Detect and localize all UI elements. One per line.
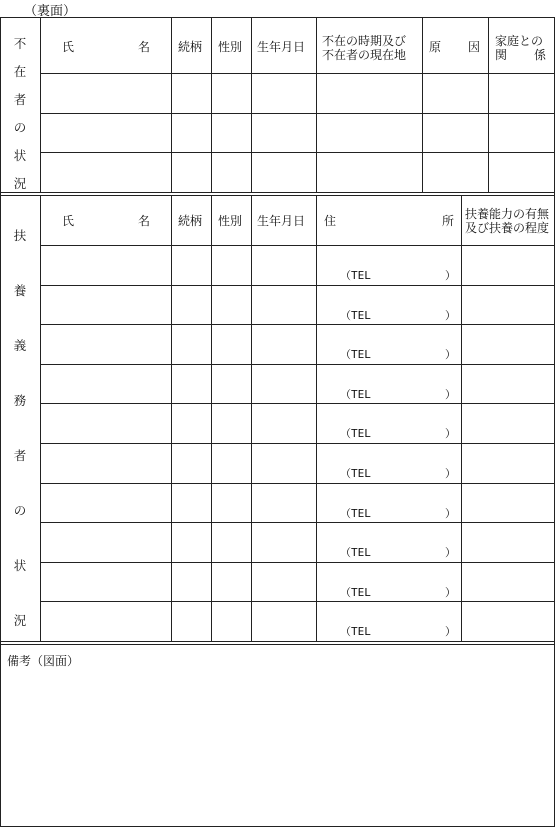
tel-close-paren: ） — [445, 586, 456, 599]
support-side-char: の — [13, 503, 27, 518]
absent-side-label — [8, 34, 32, 192]
tel-label: （TEL — [340, 269, 371, 282]
section-separator — [0, 641, 555, 642]
support-col-line — [211, 195, 212, 641]
absent-side-char: 況 — [13, 176, 27, 191]
tel-label: （TEL — [340, 467, 371, 480]
support-header-name-right: 名 — [138, 214, 151, 228]
support-header-relation: 続柄 — [178, 214, 203, 228]
frame-top — [0, 17, 555, 18]
support-side-char: 養 — [13, 283, 27, 298]
absent-header-name-right: 名 — [138, 40, 151, 54]
absent-row-line — [40, 73, 555, 74]
absent-side-char: 在 — [13, 64, 27, 79]
absent-col-line — [316, 17, 317, 192]
tel-label: （TEL — [340, 427, 371, 440]
support-side-char: 況 — [13, 613, 27, 628]
support-header-birthdate: 生年月日 — [257, 214, 306, 228]
tel-close-paren: ） — [445, 269, 456, 282]
support-col-line — [251, 195, 252, 641]
absent-side-char: 状 — [13, 148, 27, 163]
tel-close-paren: ） — [445, 546, 456, 559]
support-row-line — [40, 483, 555, 484]
support-side-char: 状 — [13, 558, 27, 573]
absent-col-line — [40, 17, 41, 192]
support-row-line — [40, 443, 555, 444]
section-separator — [0, 195, 555, 196]
absent-header-birthdate: 生年月日 — [257, 40, 306, 54]
absent-header-family-right: 係 — [534, 48, 547, 62]
tel-close-paren: ） — [445, 625, 456, 638]
section-separator — [0, 644, 555, 645]
tel-label: （TEL — [340, 586, 371, 599]
tel-label: （TEL — [340, 546, 371, 559]
support-header-ability-line2: 及び扶養の程度 — [465, 221, 550, 235]
absent-header-family-line1: 家庭との — [495, 34, 544, 48]
absent-row-line — [40, 152, 555, 153]
support-side-char: 務 — [13, 393, 27, 408]
absent-header-period-line2: 不在者の現在地 — [322, 48, 407, 62]
support-col-line — [461, 195, 462, 641]
support-row-line — [40, 601, 555, 602]
absent-side-char: の — [13, 120, 27, 135]
remarks-label: 備考（図面） — [7, 654, 80, 668]
support-row-line — [40, 245, 555, 246]
tel-close-paren: ） — [445, 309, 456, 322]
absent-header-cause-left: 原 — [429, 40, 442, 54]
tel-close-paren: ） — [445, 507, 456, 520]
tel-label: （TEL — [340, 507, 371, 520]
support-side-char: 者 — [13, 448, 27, 463]
support-header-address-right: 所 — [442, 214, 455, 228]
support-col-line — [171, 195, 172, 641]
absent-side-char: 不 — [13, 36, 27, 51]
support-row-line — [40, 522, 555, 523]
absent-header-period-line1: 不在の時期及び — [322, 34, 407, 48]
support-row-line — [40, 403, 555, 404]
absent-row-line — [40, 113, 555, 114]
absent-col-line — [211, 17, 212, 192]
frame-left — [0, 17, 1, 826]
tel-close-paren: ） — [445, 348, 456, 361]
tel-close-paren: ） — [445, 388, 456, 401]
support-header-sex: 性別 — [218, 214, 243, 228]
absent-header-cause-right: 因 — [468, 40, 481, 54]
tel-label: （TEL — [340, 309, 371, 322]
section-separator — [0, 192, 555, 193]
absent-header-name-left: 氏 — [62, 40, 75, 54]
tel-close-paren: ） — [445, 427, 456, 440]
absent-col-line — [171, 17, 172, 192]
tel-close-paren: ） — [445, 467, 456, 480]
support-side-char: 義 — [13, 338, 27, 353]
absent-col-line — [251, 17, 252, 192]
support-header-name-left: 氏 — [62, 214, 75, 228]
absent-header-family-left: 関 — [495, 48, 508, 62]
support-header-ability-line1: 扶養能力の有無 — [465, 207, 550, 221]
page-title: （裏面） — [24, 4, 77, 19]
support-row-line — [40, 285, 555, 286]
tel-label: （TEL — [340, 388, 371, 401]
absent-header-sex: 性別 — [218, 40, 243, 54]
support-row-line — [40, 562, 555, 563]
support-col-line — [40, 195, 41, 641]
tel-label: （TEL — [340, 348, 371, 361]
absent-header-relation: 続柄 — [178, 40, 203, 54]
support-row-line — [40, 364, 555, 365]
absent-side-char: 者 — [13, 92, 27, 107]
tel-label: （TEL — [340, 625, 371, 638]
absent-col-line — [488, 17, 489, 192]
support-row-line — [40, 324, 555, 325]
absent-col-line — [422, 17, 423, 192]
support-header-address-left: 住 — [324, 214, 337, 228]
support-side-char: 扶 — [13, 228, 27, 243]
support-col-line — [316, 195, 317, 641]
support-side-label — [8, 226, 32, 629]
